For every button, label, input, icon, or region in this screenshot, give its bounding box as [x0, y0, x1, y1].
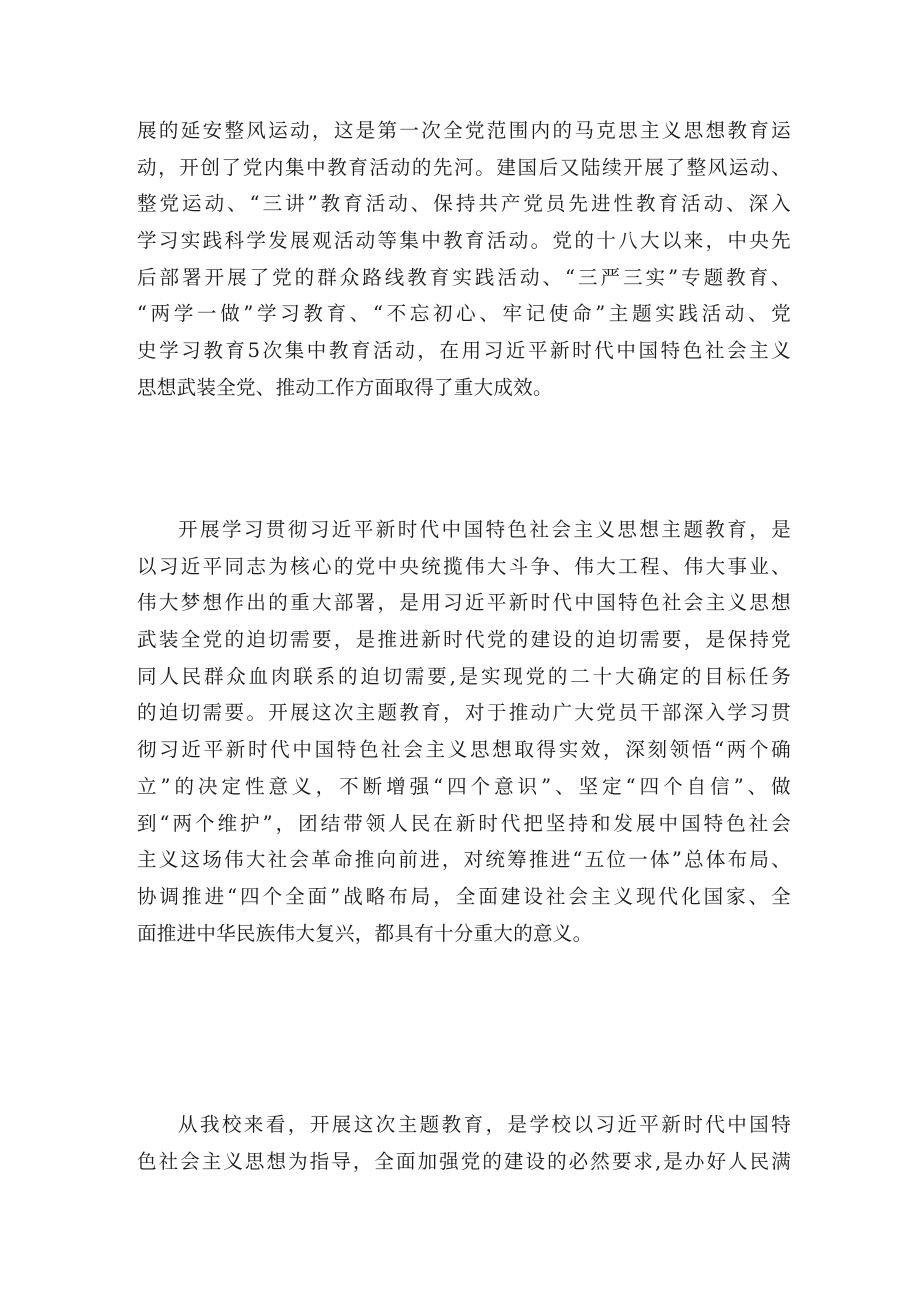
paragraph-line: 动，开创了党内集中教育活动的先河。建国后又陆续开展了整风运动、 — [137, 155, 791, 179]
paragraph-1 — [137, 113, 791, 407]
paragraph-line: 立”的决定性意义，不断增强“四个意识”、坚定“四个自信”、做 — [137, 774, 791, 798]
paragraph-line: 开展学习贯彻习近平新时代中国特色社会主义思想主题教育，是 — [178, 518, 791, 541]
paragraph-line: 从我校来看，开展这次主题教育，是学校以习近平新时代中国特 — [178, 1113, 791, 1136]
paragraph-line: 彻习近平新时代中国特色社会主义思想取得实效，深刻领悟“两个确 — [137, 738, 791, 762]
paragraph-line: 以习近平同志为核心的党中央统揽伟大斗争、伟大工程、伟大事业、 — [137, 554, 791, 578]
paragraph-line: 整党运动、“三讲”教育活动、保持共产党员先进性教育活动、深入 — [137, 192, 791, 216]
paragraph-line: 武装全党的迫切需要，是推进新时代党的建设的迫切需要，是保持党 — [137, 628, 791, 652]
paragraph-2 — [137, 512, 791, 952]
paragraph-line: 后部署开展了党的群众路线教育实践活动、“三严三实”专题教育、 — [137, 265, 791, 289]
paragraph-line: 同人民群众血肉联系的迫切需要,是实现党的二十大确定的目标任务 — [137, 664, 791, 688]
paragraph-3 — [137, 1107, 791, 1180]
paragraph-line: 展的延安整风运动，这是第一次全党范围内的马克思主义思想教育运 — [137, 119, 791, 142]
paragraph-line: 到“两个维护”，团结带领人民在新时代把坚持和发展中国特色社会 — [137, 811, 791, 835]
paragraph-line: 史学习教育5次集中教育活动，在用习近平新时代中国特色社会主义 — [137, 339, 791, 363]
paragraph-line: 伟大梦想作出的重大部署，是用习近平新时代中国特色社会主义思想 — [137, 591, 791, 615]
paragraph-line: 主义这场伟大社会革命推向前进，对统筹推进“五位一体”总体布局、 — [137, 848, 791, 872]
paragraph-line: 的迫切需要。开展这次主题教育，对于推动广大党员干部深入学习贯 — [137, 701, 791, 725]
paragraph-line: 面推进中华民族伟大复兴，都具有十分重大的意义。 — [137, 921, 593, 945]
paragraph-line: 协调推进“四个全面”战略布局，全面建设社会主义现代化国家、全 — [137, 884, 791, 908]
paragraph-line: “两学一做”学习教育、“不忘初心、牢记使命”主题实践活动、党 — [137, 302, 791, 326]
paragraph-line: 思想武装全党、推动工作方面取得了重大成效。 — [137, 375, 553, 399]
paragraph-line: 学习实践科学发展观活动等集中教育活动。党的十八大以来，中央先 — [137, 229, 791, 253]
paragraph-line: 色社会主义思想为指导，全面加强党的建设的必然要求,是办好人民满 — [137, 1149, 791, 1173]
